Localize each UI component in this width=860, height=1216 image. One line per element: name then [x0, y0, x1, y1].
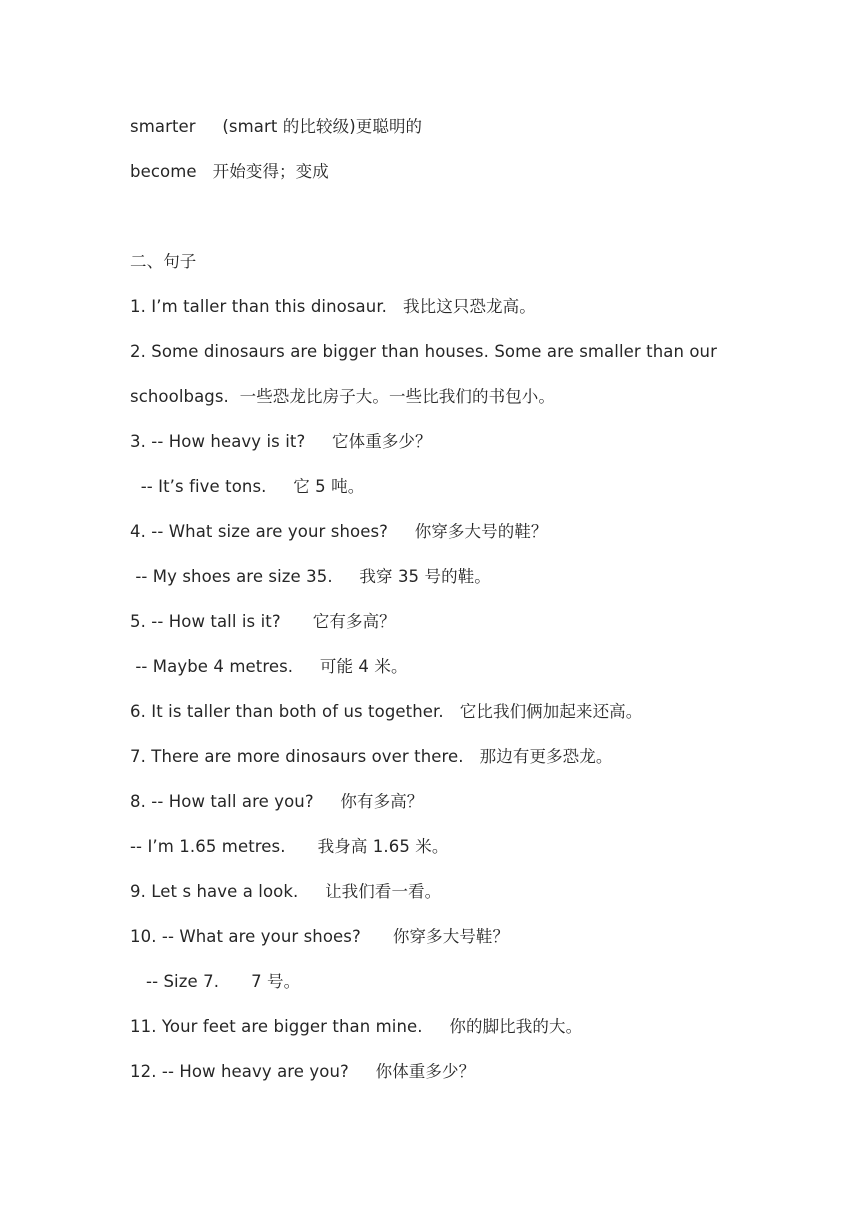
sentence-line: -- Size 7. 7 号。 [130, 972, 301, 991]
sentence-line: -- It’s five tons. 它 5 吨。 [130, 477, 365, 496]
sentence-line: 12. -- How heavy are you? 你体重多少？ [130, 1062, 476, 1081]
sentence-line: 6. It is taller than both of us together. 它比我们俩加起来还高。 [130, 702, 643, 721]
sentence-line: 11. Your feet are bigger than mine. 你的脚比我的大。 [130, 1017, 583, 1036]
sentence-line: 4. -- What size are your shoes? 你穿多大号的鞋？ [130, 522, 548, 541]
sentence-line: 1. I’m taller than this dinosaur. 我比这只恐龙高。 [130, 297, 536, 316]
section-heading: 二、句子 [130, 252, 197, 271]
sentence-line: 10. -- What are your shoes? 你穿多大号鞋？ [130, 927, 510, 946]
sentence-line: 3. -- How heavy is it? 它体重多少？ [130, 432, 432, 451]
vocab-line-smarter: smarter (smart 的比较级)更聪明的 [130, 117, 423, 136]
sentence-line: 2. Some dinosaurs are bigger than houses. Some are smaller than our [130, 342, 717, 361]
sentence-line: -- My shoes are size 35. 我穿 35 号的鞋。 [130, 567, 491, 586]
sentence-line: -- Maybe 4 metres. 可能 4 米。 [130, 657, 408, 676]
sentence-line: 7. There are more dinosaurs over there. 那边有更多恐龙。 [130, 747, 613, 766]
vocab-line-become: become 开始变得；变成 [130, 162, 329, 181]
sentence-line: 5. -- How tall is it? 它有多高？ [130, 612, 396, 631]
sentence-line: schoolbags. 一些恐龙比房子大。一些比我们的书包小。 [130, 387, 555, 406]
sentence-line: 8. -- How tall are you? 你有多高？ [130, 792, 424, 811]
sentence-line: 9. Let s have a look. 让我们看一看。 [130, 882, 442, 901]
sentence-line: -- I’m 1.65 metres. 我身高 1.65 米。 [130, 837, 449, 856]
